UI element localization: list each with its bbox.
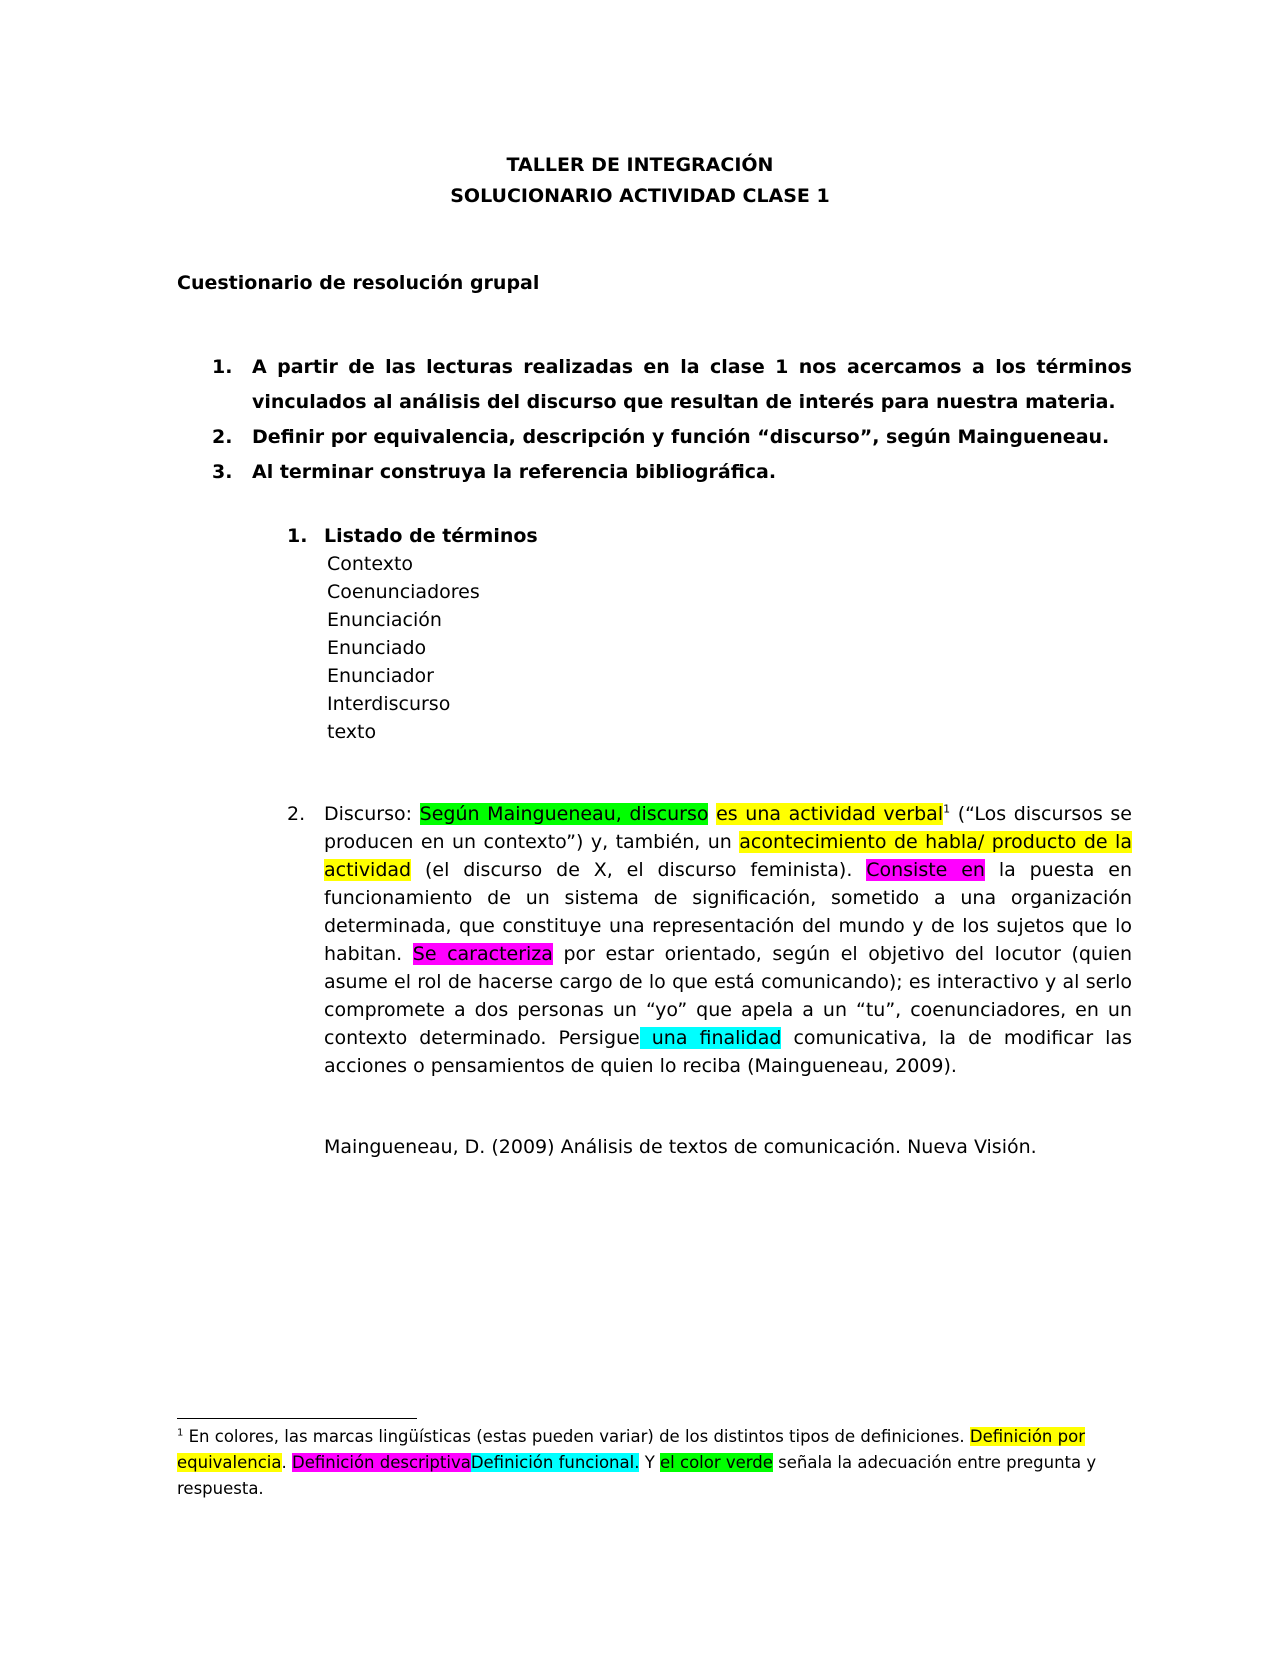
footnote-text-segment: En colores, las marcas lingüísticas (estas pueden variar) de los distintos tipos de definiciones. bbox=[183, 1427, 970, 1446]
question-text: Al terminar construya la referencia bibliográfica. bbox=[252, 461, 777, 483]
footnote-reference[interactable]: 1 bbox=[943, 802, 951, 816]
terms-section-number: 1. bbox=[287, 525, 308, 547]
highlight-yellow: es una actividad verbal bbox=[716, 803, 944, 825]
title-line-1: TALLER DE INTEGRACIÓN bbox=[506, 154, 774, 176]
highlight-cyan: Definición funcional. bbox=[470, 1453, 640, 1472]
highlight-green: Según Maingueneau, discurso bbox=[419, 803, 709, 825]
footnote-text-segment: Y bbox=[639, 1453, 661, 1472]
highlight-cyan: una finalidad bbox=[639, 1027, 782, 1049]
question-number: 3. bbox=[212, 461, 233, 483]
highlight-magenta: Se caracteriza bbox=[412, 943, 553, 965]
list-item: Enunciación bbox=[327, 609, 442, 631]
list-item: texto bbox=[327, 721, 377, 743]
section-heading: Cuestionario de resolución grupal bbox=[177, 272, 540, 294]
highlight-yellow: acontecimiento de habla/ producto de la actividad bbox=[324, 831, 1132, 881]
question-list bbox=[212, 350, 1132, 490]
document-title bbox=[0, 150, 1280, 212]
highlight-magenta: Definición descriptiva bbox=[292, 1453, 471, 1472]
list-item: Enunciado bbox=[327, 637, 427, 659]
question-item bbox=[212, 420, 1132, 455]
footnote-mark: 1 bbox=[177, 1427, 184, 1439]
discourse-section bbox=[287, 800, 1132, 1080]
question-number: 2. bbox=[212, 426, 233, 448]
discourse-section-number: 2. bbox=[287, 803, 306, 825]
title-line-2: SOLUCIONARIO ACTIVIDAD CLASE 1 bbox=[450, 185, 830, 207]
question-text: A partir de las lecturas realizadas en la clase 1 nos acercamos a los términos vinculados al análisis del discurso que resultan de interés para nuestra materia. bbox=[252, 356, 1132, 413]
discourse-paragraph bbox=[287, 800, 1132, 1080]
list-item: Coenunciadores bbox=[327, 581, 480, 603]
discourse-text-segment: Discurso: bbox=[324, 803, 420, 825]
discourse-text-segment: (“Los discursos se producen en un contexto”) y, también, un bbox=[324, 803, 1132, 853]
question-text: Definir por equivalencia, descripción y función “discurso”, según Maingueneau. bbox=[252, 426, 1110, 448]
discourse-text-segment bbox=[708, 803, 716, 825]
terms-section-label: Listado de términos bbox=[324, 525, 538, 547]
discourse-text-segment: la puesta en funcionamiento de un sistema de significación, sometido a una organización determinada, que constituye una representación del mundo y de los sujetos que lo habitan. bbox=[324, 859, 1132, 965]
bibliographic-reference: Maingueneau, D. (2009) Análisis de textos de comunicación. Nueva Visión. bbox=[324, 1136, 1037, 1158]
list-item: Contexto bbox=[327, 553, 414, 575]
terms-list bbox=[287, 550, 1132, 746]
footnote-text-segment: señala la adecuación entre pregunta y respuesta. bbox=[177, 1453, 1097, 1498]
footnote-divider bbox=[177, 1418, 417, 1419]
discourse-text-segment: comunicativa, la de modificar las acciones o pensamientos de quien lo reciba (Maingueneau, 2009). bbox=[324, 1027, 1133, 1077]
question-number: 1. bbox=[212, 356, 233, 378]
question-item bbox=[212, 350, 1132, 420]
list-item: Enunciador bbox=[327, 665, 434, 687]
highlight-yellow: Definición por equivalencia bbox=[177, 1427, 1085, 1472]
terms-section bbox=[287, 522, 1132, 746]
discourse-text-segment: (el discurso de X, el discurso feminista). bbox=[411, 859, 867, 881]
highlight-green: el color verde bbox=[660, 1453, 773, 1472]
list-item: Interdiscurso bbox=[327, 693, 451, 715]
question-item bbox=[212, 455, 1132, 490]
highlight-magenta: Consiste en bbox=[866, 859, 985, 881]
footnote bbox=[177, 1424, 1137, 1502]
footnote-text-segment: . bbox=[281, 1453, 293, 1472]
discourse-text-segment: por estar orientado, según el objetivo del locutor (quien asume el rol de hacerse cargo de lo que está comunicando); es interactivo y al serlo compromete a dos personas un “yo” que apela a un “tu”, coenunciadores, en un contexto determinado. Persigue bbox=[324, 943, 1132, 1049]
